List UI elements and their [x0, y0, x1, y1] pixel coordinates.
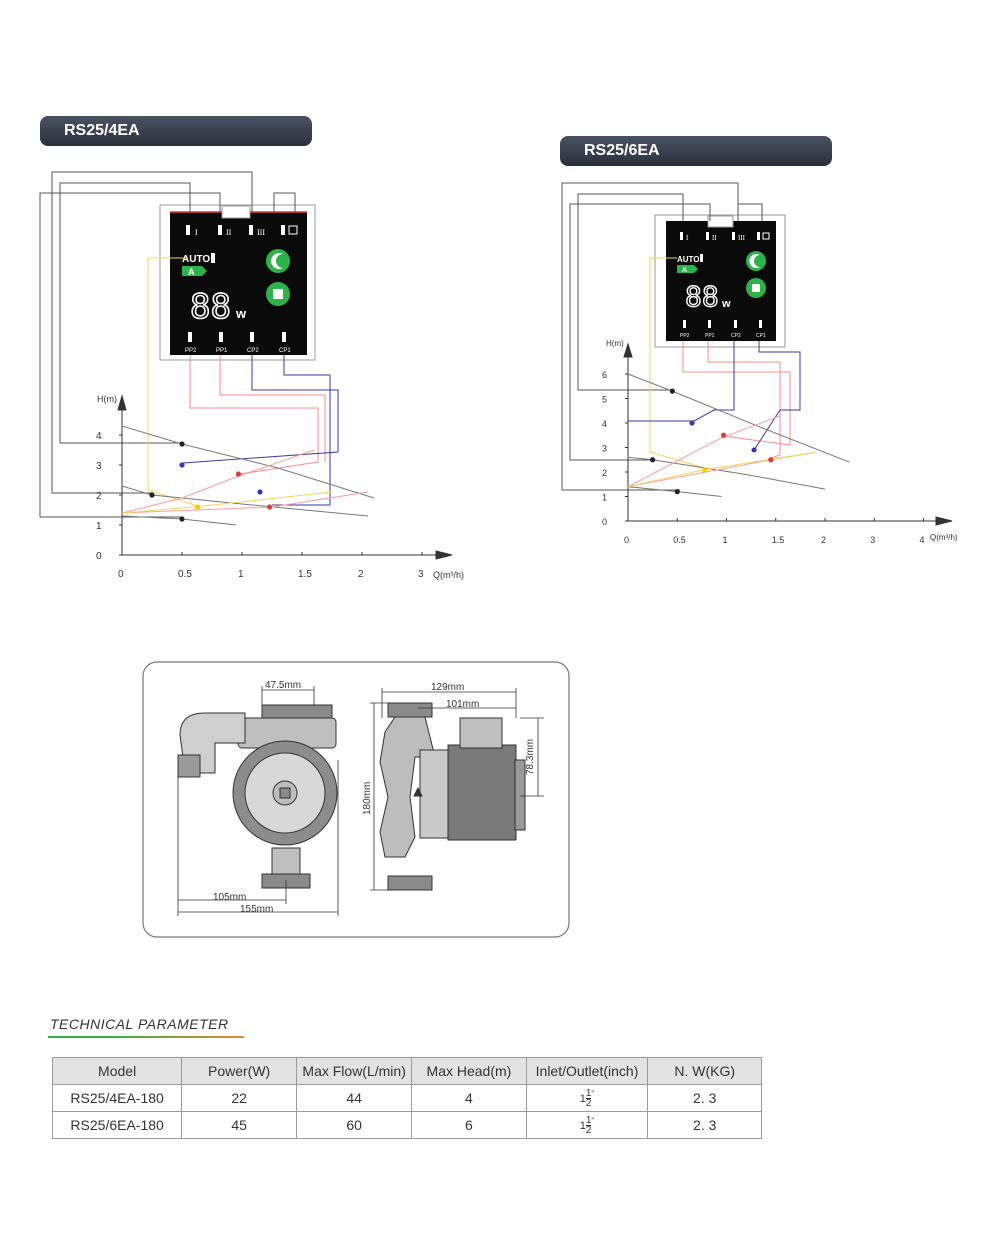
x-tick-label: 1: [722, 535, 728, 545]
col-max-flow: Max Flow(L/min): [296, 1058, 411, 1085]
y-tick-label: 4: [602, 419, 608, 429]
cell-weight: 2. 3: [648, 1112, 762, 1139]
inlet-whole: 1: [579, 1119, 586, 1132]
y-tick-label: 2: [602, 468, 608, 478]
col-max-head: Max Head(m): [412, 1058, 526, 1085]
y-tick-label: 3: [96, 461, 102, 472]
technical-parameter-table: [52, 1057, 762, 1139]
x-tick-label: 1.5: [771, 535, 785, 545]
title-underline: [48, 1036, 244, 1038]
power-display-unit-6ea: w: [722, 298, 731, 310]
col-power: Power(W): [182, 1058, 297, 1085]
speed-label-3-6ea: III: [738, 234, 745, 242]
mode-label-cp2-6ea: CP2: [731, 333, 741, 339]
y-axis-label-rs25-6ea: H(m): [606, 339, 624, 348]
mode-label-pp2: PP2: [185, 348, 197, 354]
cell-head: 6: [412, 1112, 526, 1139]
dim-129mm: 129mm: [431, 682, 465, 693]
y-tick-label: 2: [96, 491, 102, 502]
auto-label: AUTO: [182, 254, 211, 265]
table-header-row: [53, 1058, 762, 1085]
col-model: Model: [53, 1058, 182, 1085]
energy-class-label: A: [188, 267, 195, 277]
dim-180mm: 180mm: [362, 781, 373, 815]
mode-label-pp1: PP1: [216, 348, 228, 354]
cell-inlet: [526, 1112, 648, 1139]
speed-label-2: II: [226, 228, 232, 237]
y-tick-label: 0: [96, 551, 102, 562]
x-tick-label: 2: [821, 535, 827, 545]
dim-78-3mm: 78.3mm: [525, 738, 536, 775]
cell-model: RS25/6EA-180: [53, 1112, 182, 1139]
dim-47-5mm: 47.5mm: [265, 680, 302, 691]
x-tick-label: 0.5: [178, 569, 192, 580]
x-tick-label: 1.5: [298, 569, 312, 580]
x-tick-label: 4: [919, 535, 925, 545]
table-row: [53, 1112, 762, 1139]
cell-power: 45: [182, 1112, 297, 1139]
x-tick-label: 1: [238, 569, 244, 580]
cell-power: 22: [182, 1085, 297, 1112]
x-tick-label: 0: [118, 569, 124, 580]
y-tick-label: 1: [602, 492, 608, 503]
cell-inlet: [526, 1085, 648, 1112]
mode-label-pp2-6ea: PP2: [680, 333, 690, 339]
mode-label-cp1-6ea: CP1: [756, 333, 766, 339]
x-tick-label: 0: [624, 535, 630, 545]
auto-label-6ea: AUTO: [677, 255, 700, 264]
cell-head: 4: [412, 1085, 526, 1112]
inch-mark: ": [591, 1116, 595, 1126]
y-tick-label: 3: [602, 443, 608, 454]
cell-model: RS25/4EA-180: [53, 1085, 182, 1112]
cell-flow: 60: [296, 1112, 411, 1139]
power-display-digits-6ea: 88: [685, 280, 719, 313]
speed-label-2-6ea: II: [712, 234, 717, 242]
inlet-whole: 1: [579, 1092, 586, 1105]
model-title-rs25-4ea: RS25/4EA: [40, 116, 312, 146]
y-tick-label: 1: [96, 521, 102, 532]
cell-weight: 2. 3: [648, 1085, 762, 1112]
power-display-unit: w: [236, 306, 247, 321]
x-tick-label: 3: [418, 569, 424, 580]
speed-label-1: I: [195, 228, 198, 237]
energy-class-label-6ea: A: [682, 267, 688, 274]
x-axis-label-rs25-6ea: Q(m³/h): [930, 533, 958, 542]
y-tick-label: 4: [96, 431, 102, 442]
mode-label-cp2: CP2: [247, 348, 259, 354]
x-tick-label: 3: [870, 535, 876, 545]
x-axis-label-rs25-4ea: Q(m³/h): [433, 570, 464, 580]
x-tick-label: 0.5: [673, 535, 686, 545]
mode-label-pp1-6ea: PP1: [705, 333, 715, 339]
y-tick-label: 6: [602, 370, 608, 380]
model-title-rs25-6ea: RS25/6EA: [560, 136, 832, 166]
dim-105mm: 105mm: [213, 892, 247, 903]
inlet-denominator: 2: [585, 1124, 592, 1136]
dim-155mm: 155mm: [240, 904, 274, 915]
col-weight: N. W(KG): [648, 1058, 762, 1085]
inch-mark: ": [591, 1089, 595, 1099]
inlet-numerator: 1: [585, 1114, 592, 1126]
mode-label-cp1: CP1: [279, 348, 291, 354]
y-axis-label-rs25-4ea: H(m): [97, 394, 117, 404]
power-display-digits: 88: [190, 287, 231, 327]
speed-label-3: III: [257, 228, 265, 237]
x-tick-label: 2: [358, 569, 364, 580]
speed-label-1-6ea: I: [686, 234, 689, 242]
inlet-denominator: 2: [585, 1097, 592, 1109]
y-tick-label: 5: [602, 394, 608, 405]
col-inlet-outlet: Inlet/Outlet(inch): [526, 1058, 648, 1085]
y-tick-label: 0: [602, 517, 608, 527]
table-row: [53, 1085, 762, 1112]
dim-101mm: 101mm: [446, 699, 480, 710]
inlet-numerator: 1: [585, 1087, 592, 1099]
technical-parameter-title: TECHNICAL PARAMETER: [50, 1016, 229, 1032]
cell-flow: 44: [296, 1085, 411, 1112]
